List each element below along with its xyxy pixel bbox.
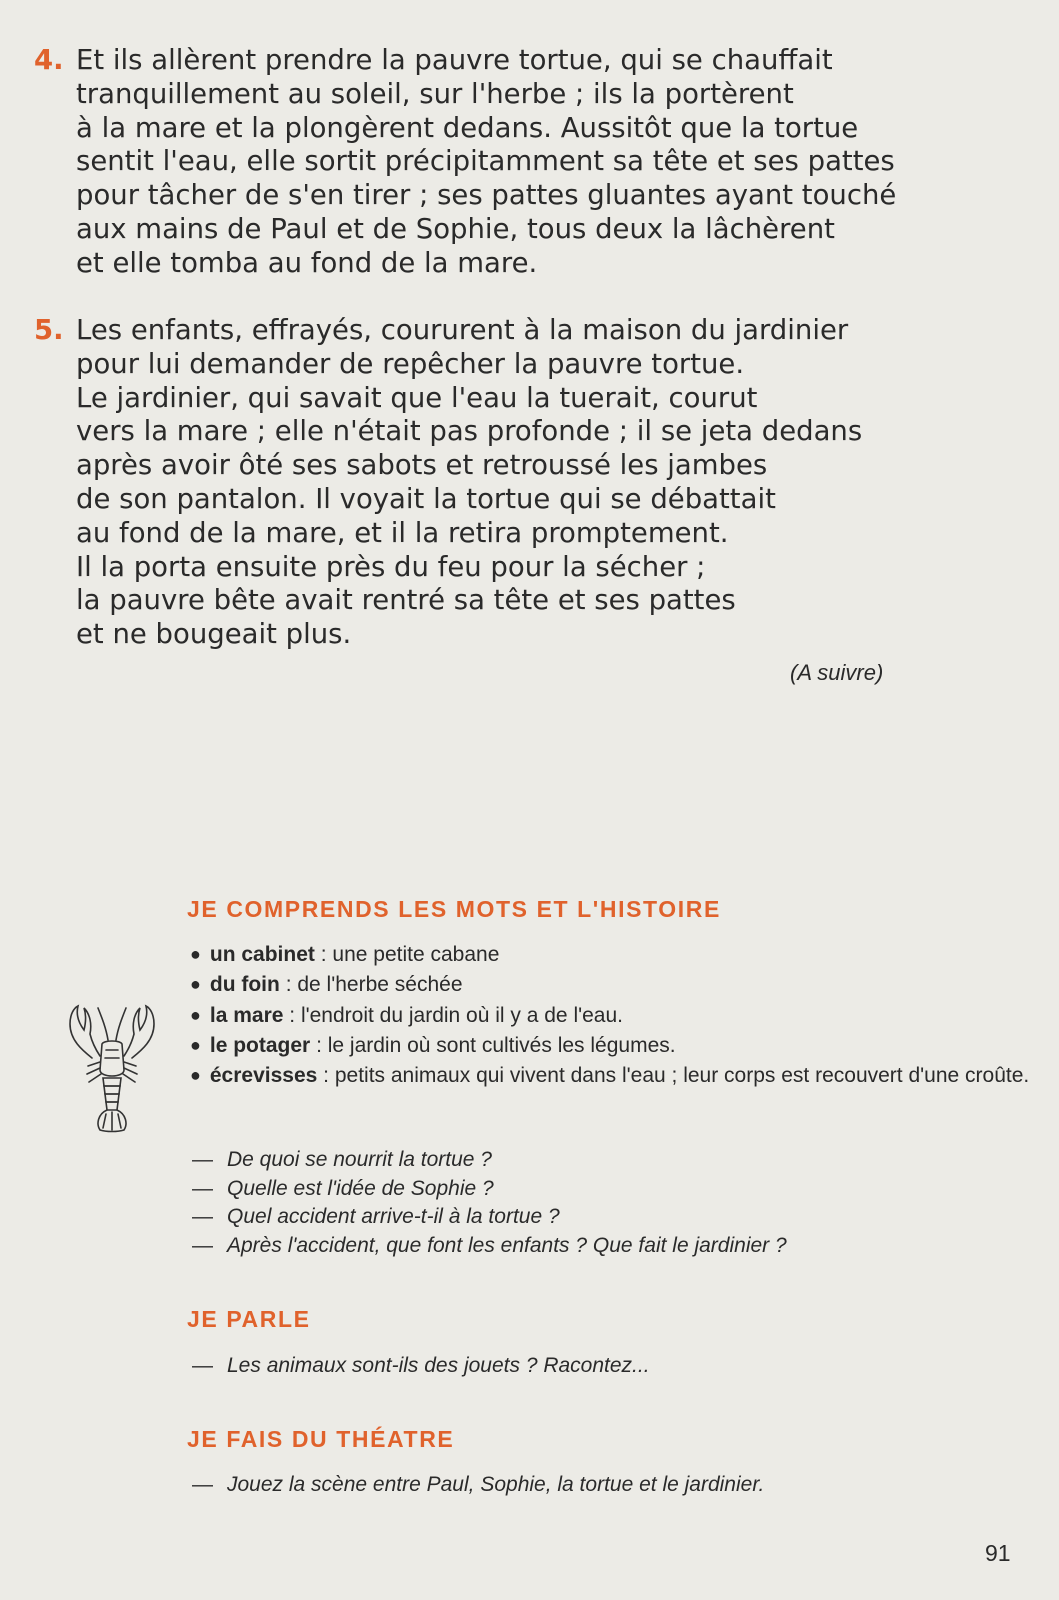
text-line: pour tâcher de s'en tirer ; ses pattes gluantes ayant touché [76, 179, 897, 212]
question-text: Les animaux sont-ils des jouets ? Racontez... [227, 1354, 650, 1377]
question-item [192, 1352, 650, 1381]
vocab-definition: : l'endroit du jardin où il y a de l'eau. [283, 1003, 623, 1027]
text-line: Les enfants, effrayés, coururent à la maison du jardinier [76, 314, 849, 346]
vocab-list [190, 940, 1040, 1091]
bullet-icon: ● [190, 1034, 201, 1055]
section-title-theatre: JE FAIS DU THÉATRE [187, 1426, 455, 1452]
question-text: Quel accident arrive-t-il à la tortue ? [227, 1205, 560, 1229]
question-text: Quelle est l'idée de Sophie ? [227, 1176, 494, 1200]
vocab-term: du foin [209, 973, 280, 997]
text-line: au fond de la mare, et il la retira promptement. [76, 516, 729, 549]
question-text: Jouez la scène entre Paul, Sophie, la tortue et le jardinier. [227, 1473, 765, 1496]
parle-question [192, 1352, 650, 1381]
paragraph-4 [34, 44, 1044, 281]
vocab-item [190, 1001, 1040, 1031]
vocab-term: écrevisses [209, 1064, 318, 1088]
question-item [192, 1232, 787, 1261]
theatre-question [192, 1471, 764, 1500]
paragraph-number: 4. [34, 44, 64, 76]
text-line: et elle tomba au fond de la mare. [76, 246, 538, 279]
question-text: Après l'accident, que font les enfants ? Que fait le jardinier ? [227, 1234, 787, 1258]
section-title-comprends: JE COMPRENDS LES MOTS ET L'HISTOIRE [187, 896, 721, 922]
text-line: pour lui demander de repêcher la pauvre tortue. [76, 347, 745, 380]
text-line: après avoir ôté ses sabots et retroussé les jambes [76, 449, 768, 482]
text-line: vers la mare ; elle n'était pas profonde ; il se jeta dedans [76, 415, 863, 448]
page-number: 91 [985, 1540, 1011, 1566]
question-text: De quoi se nourrit la tortue ? [227, 1148, 492, 1171]
question-item [192, 1146, 787, 1175]
text-line: sentit l'eau, elle sortit précipitamment sa tête et ses pattes [76, 145, 895, 178]
text-line: tranquillement au soleil, sur l'herbe ; ils la portèrent [76, 77, 794, 110]
bullet-icon: ● [190, 944, 201, 964]
text-line: aux mains de Paul et de Sophie, tous deux la lâchèrent [76, 212, 835, 245]
vocab-definition: : petits animaux qui vivent dans l'eau ; leur corps est recouvert d'une croûte. [317, 1064, 1030, 1088]
dash: — [192, 1205, 213, 1229]
vocab-item [190, 970, 1040, 1000]
text-line: Et ils allèrent prendre la pauvre tortue, qui se chauffait [76, 44, 833, 76]
vocab-definition: : le jardin où sont cultivés les légumes. [310, 1033, 676, 1057]
question-item [192, 1471, 764, 1500]
paragraph-5 [34, 314, 1044, 652]
bullet-icon: ● [190, 974, 201, 995]
vocab-item [190, 940, 1040, 970]
vocab-definition: : une petite cabane [314, 943, 500, 966]
section-title-parle: JE PARLE [187, 1306, 311, 1332]
dash: — [192, 1473, 213, 1496]
vocab-term: la mare [209, 1003, 284, 1027]
text-line: et ne bougeait plus. [76, 618, 352, 651]
vocab-item [190, 1061, 1040, 1091]
text-line: de son pantalon. Il voyait la tortue qui se débattait [76, 482, 776, 515]
comprehension-questions [192, 1146, 787, 1261]
paragraph-number: 5. [34, 314, 64, 346]
bullet-icon: ● [190, 1004, 201, 1025]
crayfish-icon [62, 1000, 162, 1135]
question-item [192, 1175, 787, 1204]
dash: — [192, 1148, 213, 1171]
dash: — [192, 1234, 213, 1258]
text-line: la pauvre bête avait rentré sa tête et ses pattes [76, 584, 736, 617]
bullet-icon: ● [190, 1065, 201, 1086]
question-item [192, 1203, 787, 1232]
text-line: Le jardinier, qui savait que l'eau la tuerait, courut [76, 381, 758, 414]
vocab-term: un cabinet [209, 943, 315, 966]
vocab-item [190, 1031, 1040, 1061]
text-line: à la mare et la plongèrent dedans. Aussitôt que la tortue [76, 111, 859, 144]
vocab-term: le potager [209, 1033, 311, 1057]
dash: — [192, 1176, 213, 1200]
dash: — [192, 1354, 213, 1377]
text-line: Il la porta ensuite près du feu pour la sécher ; [76, 550, 706, 583]
vocab-definition: : de l'herbe séchée [279, 973, 463, 997]
a-suivre-note: (A suivre) [790, 660, 884, 685]
